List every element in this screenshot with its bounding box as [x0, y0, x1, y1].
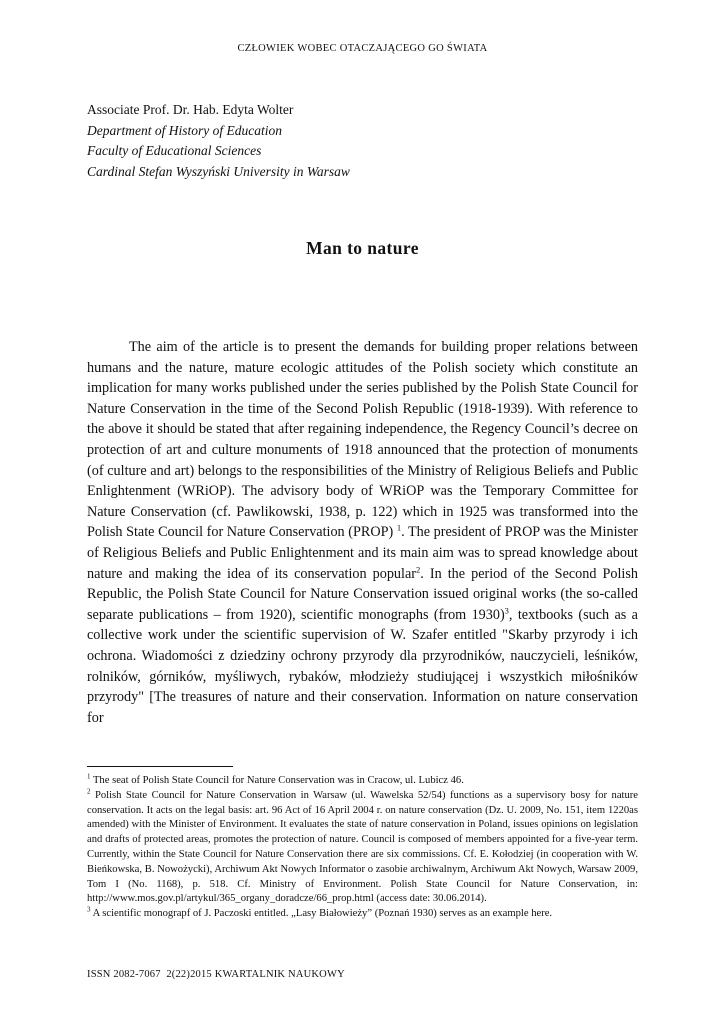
footnote-text: Polish State Council for Nature Conservation in Warsaw (ul. Wawelska 52/54) functions as a supervisory bosy for nature conservation. It acts on the legal basis: art. 96 Act of 16 April 2004 r. on nature conservation (Dz. U. 2009, No. 151, item 1220as amended) with the Minister of Environment. It evaluates the state of nature conservation in Poland, issues opinions on legislation and drafts of protected areas, promotes the protection of nature. Council is composed of members appointed for a five-year term. Currently, within the State Council for Nature Conservation there are six commissions. Cf. E. Kołodziej (in cooperation with W. Bieńkowska, B. Nowożycki), Archiwum Akt Nowych Informator o zasobie archiwalnym, Archiwum Akt Nowych, Warsaw 2009, Tom I (No. 1168), p. 518. Cf. Ministry of Environment. Polish State Council for Nature Conservation, in: http://www.mos.gov.pl/artykul/365_organy_doradcze/66_prop.html (access date: 30.06.2014).	[87, 789, 638, 905]
body-text-part-1: The aim of the article is to present the demands for building proper relations between humans and the nature, mature ecologic attitudes of the Polish society which constitute an implication for many works published under the series published by the Polish State Council for Nature Conservation in the time of the Second Polish Republic (1918-1939). With reference to the above it should be stated that after regaining independence, the Regency Council’s decree on protection of art and culture monuments of 1918 announced that the protection of monuments (of culture and art) belongs to the responsibilities of the Ministry of Religious Beliefs and Public Enlightenment (WRiOP). The advisory body of WRiOP was the Temporary Committee for Nature Conservation (cf. Pawlikowski, 1938, p. 122) which in 1925 was transformed into the Polish State Council for Nature Conservation (PROP)	[87, 339, 638, 541]
author-department: Department of History of Education	[87, 122, 282, 138]
body-text-part-4: , textbooks (such as a collective work under the scientific supervision of W. Szafer entitled "Skarby przyrody i ich ochrona. Wiadomości z dziedziny ochrony przyrody dla przyrodników, nauczycieli, leśników, rolników, górników, myśliwych, rybaków, młodzieży studiującej i wszystkich miłośników przyrody" [The treasures of nature and their conservation. Information on nature conservation for	[87, 606, 638, 726]
author-name: Associate Prof. Dr. Hab. Edyta Wolter	[87, 102, 294, 117]
footnote-text: A scientific monograpf of J. Paczoski entitled. „Lasy Białowieży” (Poznań 1930) serves as an example here.	[90, 908, 553, 920]
running-head: CZŁOWIEK WOBEC OTACZAJĄCEGO GO ŚWIATA	[237, 43, 488, 54]
body-text-part-3: . In the period of the Second Polish Republic, the Polish State Council for Nature Conservation issued original works (the so-called separate publications – from 1920), scientific monographs (from 1930)	[87, 565, 638, 623]
footnote-3	[87, 907, 638, 922]
author-block	[87, 100, 647, 182]
body-text-part-2: . The president of PROP was the Minister of Religious Beliefs and Public Enlightenment and its main aim was to spread knowledge about nature and making the idea of its conservation popular	[87, 524, 638, 582]
footnote-text: The seat of Polish State Council for Nature Conservation was in Cracow, ul. Lubicz 46.	[90, 775, 464, 786]
author-faculty: Faculty of Educational Sciences	[87, 143, 262, 158]
footnote-1	[87, 774, 638, 789]
footnote-mark: 2	[87, 787, 91, 796]
author-university: Cardinal Stefan Wyszyński University in Warsaw	[87, 163, 350, 179]
body-paragraph	[87, 337, 638, 728]
footnote-ref-1[interactable]: 1	[396, 522, 402, 533]
footnote-2	[87, 789, 638, 907]
footnote-ref-2[interactable]: 2	[415, 563, 421, 574]
footnote-mark: 3	[87, 905, 91, 914]
page-footer: ISSN 2082-7067 2(22)2015 KWARTALNIK NAUKOWY	[87, 969, 345, 980]
footnote-mark: 1	[87, 772, 91, 781]
footnote-ref-3[interactable]: 3	[504, 604, 509, 615]
footnotes	[87, 774, 638, 922]
footnote-separator	[87, 766, 233, 767]
article-title: Man to nature	[306, 238, 419, 258]
